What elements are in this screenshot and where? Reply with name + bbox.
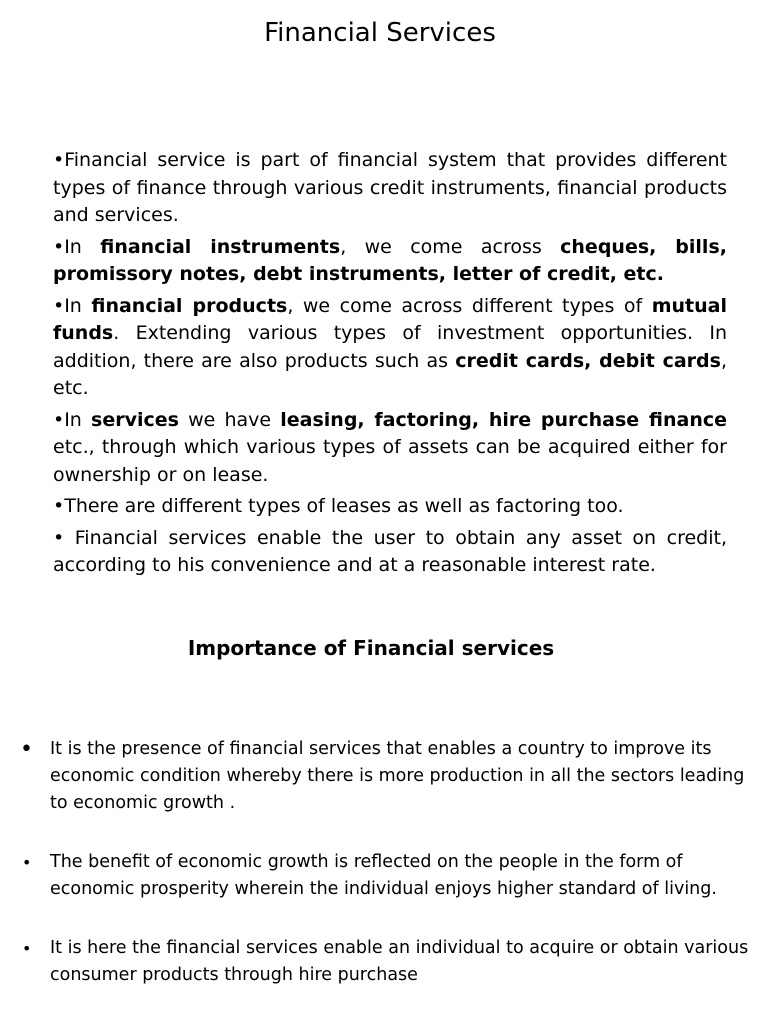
- list-item: [20, 935, 750, 989]
- intro-bold-text: cheques, bills, promissory notes, debt instruments, letter of credit, etc.: [53, 235, 727, 285]
- section-heading: Importance of Financial services: [187, 636, 555, 660]
- intro-bold-text: financial products: [91, 294, 288, 317]
- intro-text: we have: [178, 408, 281, 431]
- list-item: [20, 736, 750, 817]
- intro-point: [53, 407, 727, 490]
- bullet-icon: •: [22, 853, 32, 872]
- intro-bold-text: services: [91, 408, 179, 431]
- intro-text: •There are different types of leases as well as factoring too.: [53, 495, 624, 517]
- intro-bold-text: mutual funds: [53, 294, 727, 344]
- intro-point: [53, 147, 727, 230]
- intro-point: [53, 234, 727, 289]
- intro-text: , we come across different types of: [287, 294, 652, 317]
- intro-point: [53, 525, 727, 580]
- intro-text: • Financial services enable the user to obtain any asset on credit, according to his convenience and at a reasonable interest rate.: [53, 526, 727, 576]
- intro-text: , etc.: [53, 349, 728, 399]
- intro-point: [53, 493, 727, 521]
- intro-text: •Financial service is part of financial system that provides different types of finance through various credit instruments, financial products and services.: [53, 149, 727, 226]
- intro-bold-text: financial instruments: [100, 235, 341, 258]
- intro-bold-text: leasing, factoring, hire purchase finance: [280, 408, 727, 431]
- importance-list: [20, 736, 750, 989]
- bullet-icon: •: [22, 939, 32, 958]
- intro-point: [53, 293, 727, 403]
- bullet-icon: •: [20, 737, 33, 762]
- intro-points: [53, 147, 727, 584]
- intro-text: •In: [53, 408, 92, 431]
- intro-text: •In: [53, 294, 92, 317]
- list-item-text: The benefit of economic growth is reflected on the people in the form of economic prosperity wherein the individual enjoys higher standard of living.: [50, 852, 717, 899]
- intro-text: •In: [53, 235, 101, 258]
- intro-text: etc., through which various types of assets can be acquired either for ownership or on lease.: [53, 436, 727, 486]
- page-title: Financial Services: [264, 18, 496, 48]
- list-item-text: It is the presence of financial services that enables a country to improve its economic condition whereby there is more production in all the sectors leading to economic growth .: [50, 739, 745, 813]
- intro-text: . Extending various types of investment opportunities. In addition, there are also products such as: [53, 322, 727, 372]
- intro-bold-text: credit cards, debit cards: [455, 349, 721, 372]
- intro-text: , we come across: [340, 235, 561, 258]
- list-item: [20, 849, 750, 903]
- list-item-text: It is here the financial services enable an individual to acquire or obtain various consumer products through hire purchase: [50, 938, 749, 985]
